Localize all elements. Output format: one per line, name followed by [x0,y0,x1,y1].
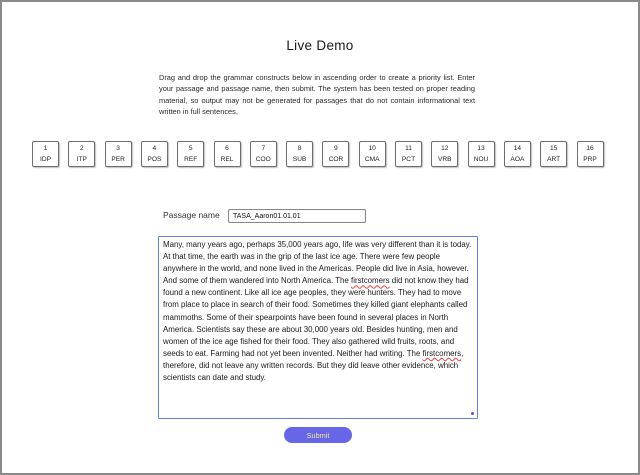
construct-code: REF [184,156,198,163]
construct-code: PRP [583,156,597,163]
construct-code: POS [147,156,162,163]
passage-text: did not know they had found a new continent. Like all ice age peoples, they were hunters. They had to move from place to place in search of their food. Sometimes they killed giant elephants called mammoths. Some of their spearpoints have been found in several places in North America. Scientists say these are about 30,000 years old. Besides hunting, men and women of the ice age fished for their food. They also gathered wild fruits, roots, and seeds to eat. Farming had not yet been invented. Neither had writing. The [163,276,471,358]
passage-text: , therefore, did not leave any written records. But they did leave other evidence, which scientists can date and study. [163,348,466,383]
construct-tile-cma[interactable] [359,141,386,167]
construct-code: PCT [401,156,416,163]
construct-number: 13 [477,145,485,152]
submit-button[interactable]: Submit [284,427,352,443]
instructions-text: Drag and drop the grammar constructs below in ascending order to create a priority list. Enter your passage and passage name, then submit. The system has been tested on proper reading material, so output may not be generated for passages that do not contain informational text written in full sentences. [159,73,475,117]
construct-tile-sub[interactable] [286,141,313,167]
construct-tile-aoa[interactable] [504,141,531,167]
construct-number: 4 [152,145,157,152]
construct-tile-idp[interactable] [32,141,59,167]
construct-number: 3 [116,145,120,152]
passage-name-label: Passage name [163,210,220,220]
construct-code: VRB [438,156,452,163]
construct-number: 10 [368,145,376,152]
construct-tile-vrb[interactable] [431,141,458,167]
construct-code: SUB [292,156,307,163]
construct-code: CMA [364,156,380,163]
construct-tile-nou[interactable] [468,141,495,167]
construct-code: COR [328,156,344,163]
construct-tile-art[interactable] [540,141,567,167]
construct-tile-ref[interactable] [177,141,204,167]
construct-number: 16 [586,145,594,152]
construct-code: IDP [40,156,51,163]
passage-textarea[interactable] [158,236,478,419]
construct-tile-cor[interactable] [322,141,349,167]
construct-number: 8 [297,145,302,152]
misspelled-word: firstcomers [351,276,390,286]
passage-name-input[interactable] [228,209,366,223]
construct-number: 2 [79,145,84,152]
passage-text: Many, many years ago, perhaps 35,000 years ago, life was very different than it is today. At that time, the earth was in the grip of the last ice age. There were few people anywhere in the world, and none lived in the Americas. People did live in Asia, however. And some of them wandered into North America. The [163,240,474,286]
construct-code: AOA [510,156,525,163]
construct-code: PER [111,156,125,163]
construct-number: 1 [43,145,48,152]
construct-number: 14 [513,145,522,152]
construct-tile-rel[interactable] [214,141,241,167]
construct-tile-coo[interactable] [250,141,277,167]
construct-number: 11 [405,145,412,152]
construct-code: ART [547,156,561,163]
construct-number: 7 [261,145,266,152]
misspelled-word: firstcomers [422,348,462,358]
construct-number: 9 [334,145,338,152]
construct-code: REL [220,156,234,163]
construct-tile-itp[interactable] [68,141,95,167]
construct-tile-prp[interactable] [577,141,604,167]
construct-number: 5 [188,145,193,152]
construct-tile-pos[interactable] [141,141,168,167]
construct-number: 12 [441,145,449,152]
construct-code: COO [255,156,271,163]
construct-tile-per[interactable] [105,141,132,167]
construct-number: 6 [225,145,229,152]
construct-code: ITP [76,156,87,163]
construct-code: NOU [473,156,489,163]
resize-handle-icon[interactable] [471,412,474,415]
page-title: Live Demo [286,38,354,53]
construct-tile-pct[interactable] [395,141,422,167]
construct-number: 15 [550,145,558,152]
